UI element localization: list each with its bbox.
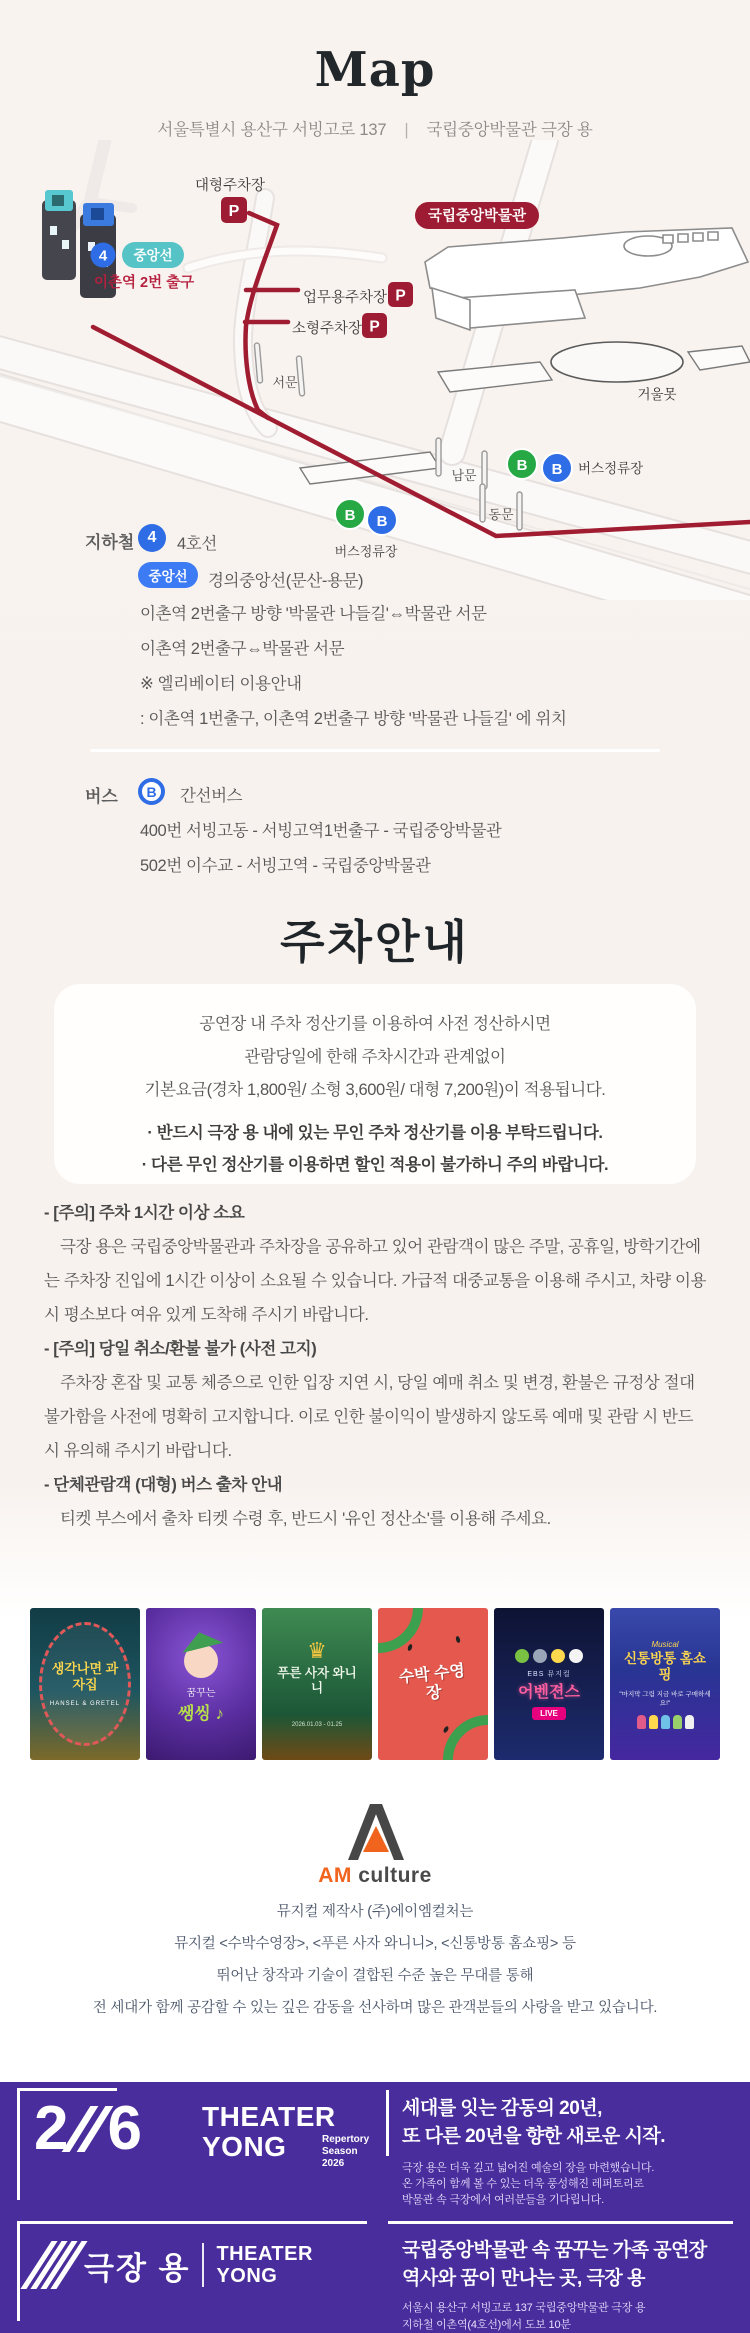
brand-line-1: THEATER: [216, 2243, 313, 2265]
poster-watermelon-pool[interactable]: [378, 1608, 488, 1760]
poster-wanini[interactable]: [262, 1608, 372, 1760]
poster-homeshopping[interactable]: [610, 1608, 720, 1760]
poster-title-top: Musical: [651, 1639, 679, 1649]
repertory-l3: 2026: [322, 2158, 345, 2169]
mirror-pond-shape: [551, 342, 683, 382]
cast-figure: [673, 1715, 682, 1729]
parking-title: 주차안내: [280, 916, 470, 968]
character-dot: [533, 1649, 547, 1663]
theater-yong-wordmark: [202, 2102, 336, 2162]
cast-figure: [685, 1715, 694, 1729]
b-glyph: B: [376, 513, 388, 530]
parking-business-label: 업무용주차장: [303, 290, 388, 306]
frame-line: [17, 2088, 20, 2200]
live-badge: LIVE: [532, 1707, 566, 1720]
cast-figure: [661, 1715, 670, 1729]
notice-body-2: 주차장 혼잡 및 교통 체증으로 인한 입장 지연 시, 당일 예매 취소 및 변경, 환불은 규정상 절대 불가함을 사전에 명확히 고지합니다. 이로 인한 불이익이 발생하지 않도록 예매 및 관람 시 반드시 유의해 주시기 바랍니다.: [44, 1374, 695, 1460]
season-2026-logo: [34, 2094, 142, 2163]
bus-stop-2-label: 버스정류장: [334, 544, 398, 559]
am-culture-wordmark: [0, 1864, 750, 1888]
season-headline-1: 세대를 잇는 감동의 20년,: [402, 2098, 602, 2119]
frame-line: [17, 2221, 367, 2224]
poster-ssaengssing[interactable]: [146, 1608, 256, 1760]
yong-glyph: [36, 2241, 72, 2289]
museum-building: [425, 228, 748, 330]
company-line-3: 뛰어난 창작과 기술이 결합된 수준 높은 무대를 통해: [216, 1968, 534, 1984]
am-wordmark-culture: culture: [351, 1864, 432, 1887]
line4-badge: [138, 524, 166, 552]
address-separator: |: [404, 121, 409, 139]
column-divider: [386, 2090, 389, 2156]
address-street: 서울특별시 용산구 서빙고로 137: [157, 121, 387, 139]
company-line-2: 뮤지컬 <수박수영장>, <푸른 사자 와니니>, <신통방통 홈쇼핑> 등: [174, 1936, 576, 1952]
poster-strip: [30, 1608, 720, 1760]
logo-divider: [202, 2243, 204, 2287]
theater-headline-2: 역사와 꿈이 만나는 곳, 극장 용: [402, 2268, 645, 2289]
parking-fee-line-3: 기본요금(경차 1,800원/ 소형 3,600원/ 대형 7,200원)이 적용됩니다.: [144, 1081, 606, 1099]
poster-title: 어벤젼스: [518, 1683, 580, 1701]
b-glyph: B: [551, 461, 563, 478]
mirror-pond-label: 거울못: [637, 387, 677, 402]
crown-icon: ♛: [307, 1638, 327, 1663]
parking-fee-line-1: 공연장 내 주차 정산기를 이용하여 사전 정산하시면: [199, 1015, 551, 1033]
character-dot: [551, 1649, 565, 1663]
poster-title: 신통방통 홈쇼핑: [624, 1650, 706, 1682]
bus-route-502: 502번 이수교 - 서빙고역 - 국립중앙박물관: [140, 857, 431, 875]
jungang-badge-label: 중앙선: [148, 569, 188, 584]
notice-heading-1: - [주의] 주차 1시간 이상 소요: [44, 1204, 245, 1222]
cast-figure: [649, 1715, 658, 1729]
bus-heading: 버스: [85, 787, 118, 806]
line4-name: 4호선: [177, 535, 217, 553]
cast-row: [637, 1715, 694, 1729]
poster-title: 생각나면 과자집: [51, 1661, 119, 1692]
poster-dates: 2026.01.03 - 01.25: [291, 1722, 343, 1728]
museum-badge-label: 국립중앙박물관: [427, 208, 527, 225]
theater-yong-logo: [36, 2241, 313, 2289]
subway-detail-1: 이촌역 2번출구 방향 '박물관 나들길'⇔박물관 서문: [140, 605, 487, 623]
footer-season-banner: [0, 2082, 750, 2207]
company-description: [0, 1896, 750, 2024]
character-face: [184, 1644, 218, 1678]
yong-english-wordmark: [216, 2243, 312, 2287]
theater-body-1: 서울시 용산구 서빙고로 137 국립중앙박물관 극장 용: [402, 2302, 646, 2314]
season-headline-2: 또 다른 20년을 향한 새로운 시작.: [402, 2126, 666, 2147]
character-dot: [569, 1649, 583, 1663]
page-title: Map: [314, 42, 436, 98]
company-line-1: 뮤지컬 제작사 (주)에이엠컬처는: [276, 1904, 474, 1920]
poster-subtitle: "마지막 그림 지금 바로 구매하세요!": [619, 1690, 711, 1707]
character-row: [515, 1649, 583, 1663]
footer-theater-banner: [0, 2207, 750, 2333]
parking-fee-bullets: [54, 1117, 696, 1181]
p-glyph: P: [369, 318, 380, 336]
poster-ebs-live[interactable]: [494, 1608, 604, 1760]
parking-small-label: 소형주차장: [292, 321, 363, 337]
west-gate-label: 서문: [272, 375, 298, 390]
poster-hansel-gretel[interactable]: [30, 1608, 140, 1760]
poster-title: 쌩씽 ♪: [177, 1704, 225, 1723]
theater-body-2: 지하철 이촌역(4호선)에서 도보 10분: [402, 2319, 571, 2331]
logo-slashes: [76, 2106, 99, 2152]
character-dot: [515, 1649, 529, 1663]
watermelon-rind: [443, 1715, 488, 1760]
character-hat: [179, 1627, 224, 1653]
subway-detail-2: 이촌역 2번출구⇔박물관 서문: [140, 640, 345, 658]
south-gate-label: 남문: [451, 468, 477, 483]
repertory-l2: Season: [322, 2146, 358, 2157]
parking-notices: [44, 1196, 708, 1536]
notice-heading-3: - 단체관람객 (대형) 버스 출차 안내: [44, 1476, 283, 1494]
section-divider: [90, 749, 660, 752]
notice-heading-2: - [주의] 당일 취소/환불 불가 (사전 고지): [44, 1340, 317, 1358]
frame-line: [388, 2221, 733, 2224]
parking-fee-line-2: 관람당일에 한해 주차시간과 관계없이: [244, 1048, 506, 1066]
parking-bullet-2: · 다른 무인 정산기를 이용하면 할인 적용이 불가하니 주의 바랍니다.: [141, 1156, 609, 1174]
candy-frame: [39, 1622, 131, 1746]
watermelon-seed: [443, 1725, 450, 1733]
frame-line: [17, 2088, 117, 2091]
parking-large-label: 대형주차장: [194, 178, 266, 194]
yong-korean-wordmark: 극장 용: [84, 2250, 191, 2286]
address-line: [0, 116, 750, 140]
repertory-season-label: [322, 2134, 369, 2170]
notice-body-3: 티켓 부스에서 출차 티켓 수령 후, 반드시 '유인 정산소'를 이용해 주세요.: [60, 1510, 551, 1528]
parking-bullet-1: · 반드시 극장 용 내에 있는 무인 주차 정산기를 이용 부탁드립니다.: [147, 1124, 603, 1142]
jungang-line-badge: [138, 562, 198, 588]
b-glyph: B: [344, 507, 356, 524]
brand-line-1: THEATER: [202, 2101, 336, 2132]
map-jungang-label: 중앙선: [133, 248, 173, 263]
map-ichon-exit-label: 이촌역 2번 출구: [94, 275, 195, 291]
bus-stop-1-label: 버스정류장: [578, 461, 644, 476]
theater-headline-1: 국립중앙박물관 속 꿈꾸는 가족 공연장: [402, 2240, 707, 2261]
line4-number: 4: [147, 529, 157, 546]
am-culture-logo: [330, 1800, 420, 1862]
repertory-l1: Repertory: [322, 2134, 370, 2145]
subway-heading: 지하철: [85, 533, 135, 552]
brand-line-2: YONG: [216, 2265, 278, 2287]
bus-badge: [138, 778, 165, 805]
frame-line: [17, 2221, 20, 2321]
east-gate-label: 동문: [488, 507, 514, 522]
brand-line-2: YONG: [202, 2131, 287, 2162]
am-wordmark-am: AM: [318, 1864, 352, 1887]
address-venue: 국립중앙박물관 극장 용: [426, 121, 593, 139]
bus-type: 간선버스: [180, 787, 243, 805]
p-glyph: P: [395, 287, 406, 305]
bus-stop-1: [507, 449, 643, 483]
logo-digit-2: 2: [34, 2094, 69, 2163]
poster-title-top: EBS 뮤지컬: [527, 1670, 571, 1678]
logo-digit-6: 6: [107, 2094, 142, 2163]
poster-title: 수박 수영장: [398, 1662, 466, 1703]
poster-title: 푸른 사자 와니니: [277, 1666, 357, 1695]
b-glyph: B: [516, 457, 528, 474]
notice-body-1: 극장 용은 국립중앙박물관과 주차장을 공유하고 있어 관람객이 많은 주말, 공휴일, 방학기간에는 주차장 진입에 1시간 이상이 소요될 수 있습니다. 가급적 대중교통을 이용해 주시고, 차량 이용 시 평소보다 여유 있게 도착해 주시기 바랍니다.: [44, 1238, 707, 1324]
parking-fee-box: [54, 984, 696, 1184]
bus-route-400: 400번 서빙고동 - 서빙고역1번출구 - 국립중앙박물관: [140, 822, 502, 840]
season-body-3: 박물관 속 극장에서 여러분들을 기다립니다.: [402, 2194, 604, 2206]
bus-badge-letter: B: [146, 783, 157, 800]
poster-title-top: 꿈꾸는: [186, 1688, 216, 1699]
company-line-4: 전 세대가 함께 공감할 수 있는 깊은 감동을 선사하며 많은 관객분들의 사랑을 받고 있습니다.: [92, 2000, 658, 2016]
season-body-2: 온 가족이 함께 볼 수 있는 더욱 풍성해진 레퍼토리로: [402, 2178, 644, 2190]
jungang-line-name: 경의중앙선(문산-용문): [208, 572, 364, 590]
watermelon-seed: [455, 1636, 461, 1644]
subway-detail-3: ※ 엘리베이터 이용안내: [140, 675, 302, 693]
p-glyph: P: [228, 203, 240, 220]
map-line4-number: 4: [98, 247, 108, 265]
cast-figure: [637, 1715, 646, 1729]
watermelon-rind: [378, 1608, 423, 1653]
subway-detail-4: : 이촌역 1번출구, 이촌역 2번출구 방향 '박물관 나들길' 에 위치: [140, 710, 567, 728]
watermelon-seed: [407, 1644, 413, 1652]
season-body-1: 극장 용은 더욱 깊고 넓어진 예술의 장을 마련했습니다.: [402, 2162, 655, 2174]
poster-subtitle: HANSEL & GRETEL: [49, 1701, 121, 1707]
